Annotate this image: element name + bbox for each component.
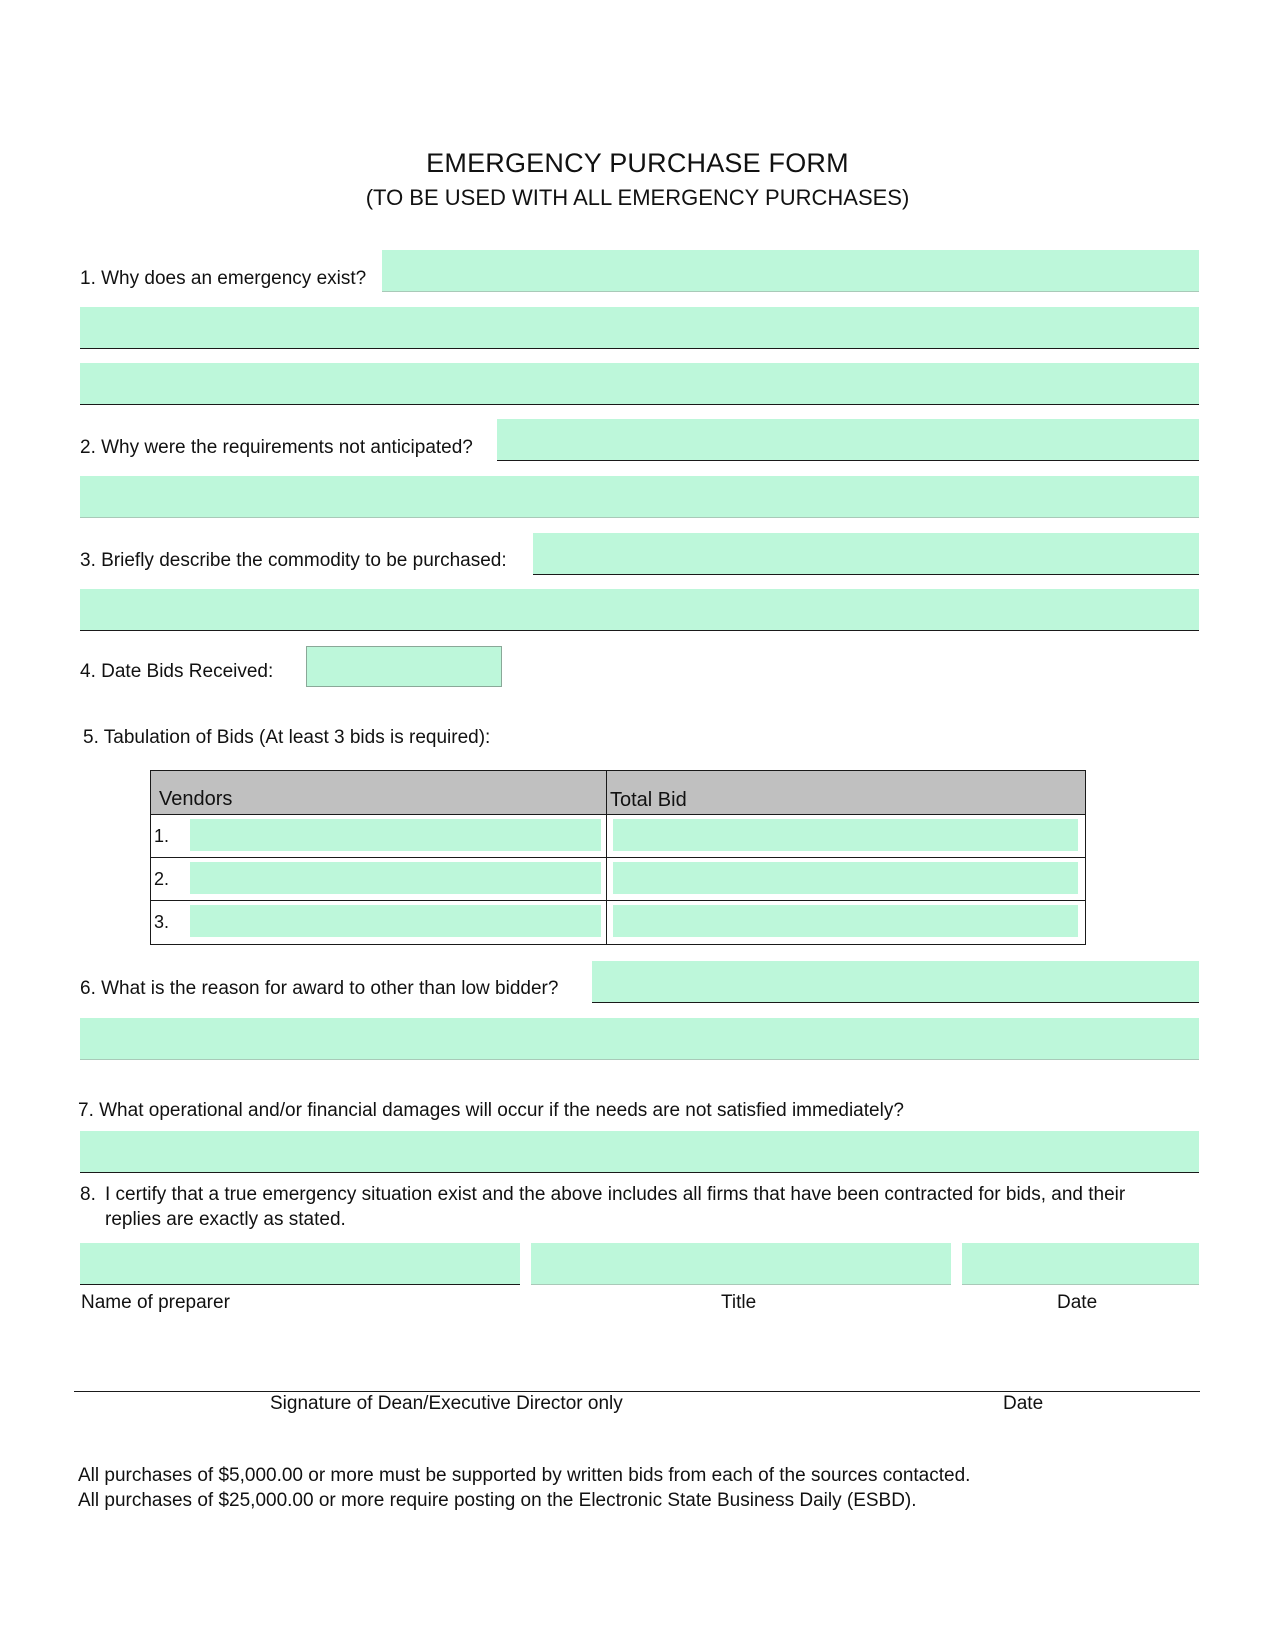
- date-bids-received-field[interactable]: [306, 646, 502, 687]
- vendor-3-field[interactable]: [190, 905, 601, 937]
- preparer-date-field[interactable]: [962, 1243, 1199, 1285]
- bid-row-number: 3.: [154, 912, 170, 932]
- form-title: EMERGENCY PURCHASE FORM: [426, 148, 849, 178]
- bid-row-number: 2.: [154, 869, 170, 889]
- row-divider: [151, 900, 1085, 901]
- question-6-field-2[interactable]: [80, 1018, 1199, 1060]
- question-3-field-2[interactable]: [80, 589, 1199, 631]
- vendor-2-field[interactable]: [190, 862, 601, 894]
- question-3-field-1[interactable]: [533, 533, 1199, 575]
- signature-date-label: Date: [1003, 1393, 1044, 1414]
- form-subtitle: (TO BE USED WITH ALL EMERGENCY PURCHASES): [365, 185, 910, 210]
- question-6-field-1[interactable]: [592, 961, 1199, 1003]
- question-1-field-1[interactable]: [382, 250, 1199, 292]
- question-1-label: 1. Why does an emergency exist?: [80, 268, 367, 289]
- question-2-field-1[interactable]: [497, 419, 1199, 461]
- vendor-1-field[interactable]: [190, 819, 601, 851]
- name-of-preparer-label: Name of preparer: [81, 1292, 230, 1313]
- preparer-title-field[interactable]: [531, 1243, 951, 1285]
- certification-text-line-2: replies are exactly as stated.: [105, 1209, 346, 1230]
- question-2-field-2[interactable]: [80, 476, 1199, 518]
- preparer-name-field[interactable]: [80, 1243, 520, 1285]
- note-line-1: All purchases of $5,000.00 or more must be supported by written bids from each of the sources contacted.: [78, 1465, 971, 1486]
- row-divider: [151, 857, 1085, 858]
- question-7-field[interactable]: [80, 1131, 1199, 1173]
- total-bid-3-field[interactable]: [613, 905, 1078, 937]
- question-7-label: 7. What operational and/or financial damages will occur if the needs are not satisfied immediately?: [78, 1100, 904, 1121]
- total-bid-2-field[interactable]: [613, 862, 1078, 894]
- question-4-label: 4. Date Bids Received:: [80, 661, 274, 682]
- signature-label: Signature of Dean/Executive Director only: [270, 1393, 623, 1414]
- preparer-date-label: Date: [1057, 1292, 1098, 1313]
- bids-table: [150, 770, 1086, 945]
- total-bid-column-header: Total Bid: [610, 789, 687, 811]
- question-1-field-2[interactable]: [80, 307, 1199, 349]
- title-label: Title: [721, 1292, 757, 1313]
- signature-line: [74, 1391, 1200, 1392]
- vendors-column-header: Vendors: [159, 788, 233, 810]
- question-8-number: 8.: [80, 1184, 96, 1205]
- question-5-label: 5. Tabulation of Bids (At least 3 bids is required):: [83, 727, 491, 748]
- question-1-field-3[interactable]: [80, 363, 1199, 405]
- question-2-label: 2. Why were the requirements not anticipated?: [80, 437, 473, 458]
- certification-text-line-1: I certify that a true emergency situation exist and the above includes all firms that have been contracted for bids, and their: [105, 1184, 1126, 1205]
- question-3-label: 3. Briefly describe the commodity to be purchased:: [80, 550, 507, 571]
- bid-row-number: 1.: [154, 826, 170, 846]
- note-line-2: All purchases of $25,000.00 or more require posting on the Electronic State Business Daily (ESBD).: [78, 1490, 917, 1511]
- question-6-label: 6. What is the reason for award to other than low bidder?: [80, 978, 559, 999]
- total-bid-1-field[interactable]: [613, 819, 1078, 851]
